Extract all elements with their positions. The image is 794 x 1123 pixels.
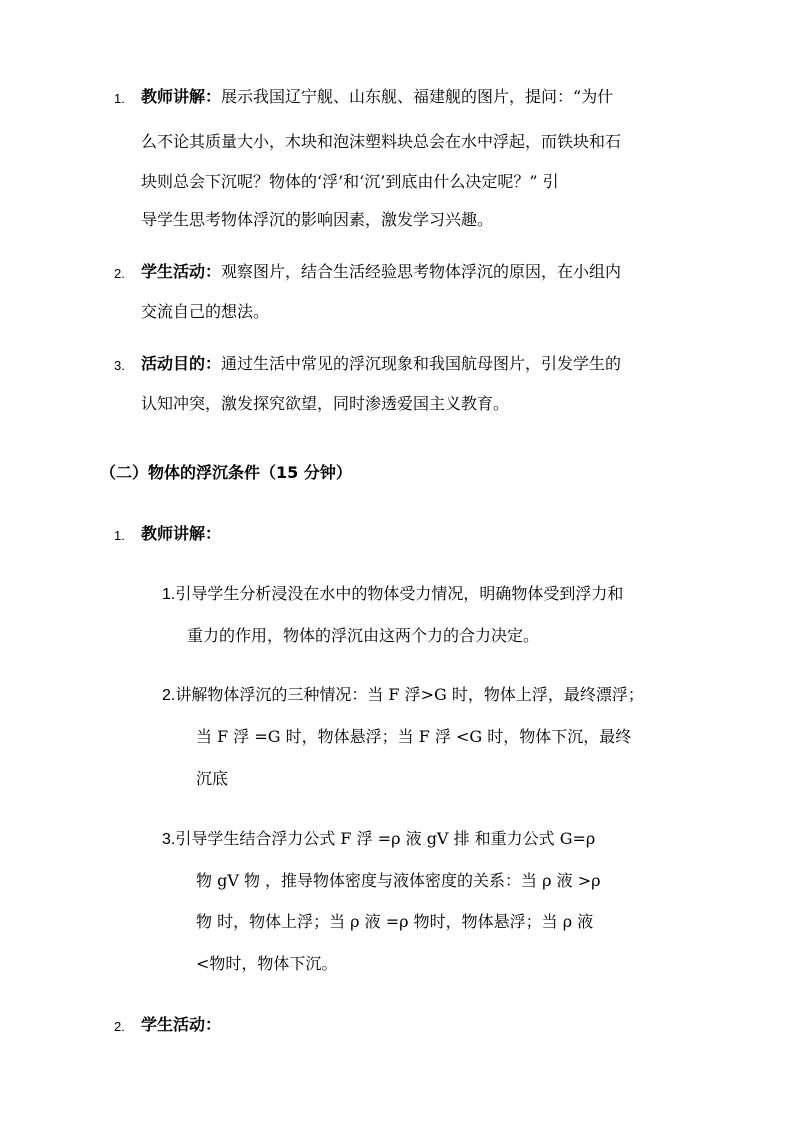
item-title: 学生活动：: [141, 1015, 222, 1034]
item-title: 学生活动：: [141, 262, 222, 281]
paragraph-line: 块则总会下沉呢？物体的‘浮’和‘沉’到底由什么决定呢？” 引: [141, 172, 559, 191]
sub-list-number: 1.: [162, 586, 176, 603]
list-number: 2.: [114, 1019, 125, 1034]
sub-list-number: 3.: [162, 831, 176, 848]
paragraph-line: [141, 89, 613, 105]
sub-list-line: 物 时，物体上浮；当 ρ 液 =ρ 物时，物体悬浮；当 ρ 液: [196, 912, 594, 931]
sub-list-line: <物时，物体下沉。: [196, 954, 338, 973]
paragraph-line: [141, 356, 621, 372]
list-number: 2.: [114, 266, 125, 281]
list-number: 3.: [114, 358, 125, 373]
item-title: 教师讲解：: [141, 524, 222, 543]
paragraph-line: 认知冲突，激发探究欲望，同时渗透爱国主义教育。: [141, 394, 510, 413]
sub-list-text: 引导学生结合浮力公式 F 浮 =ρ 液 gV 排 和重力公式 G=ρ: [175, 829, 596, 848]
paragraph-line: [141, 264, 621, 280]
item-text: 通过生活中常见的浮沉现象和我国航母图片，引发学生的: [221, 354, 622, 373]
sub-list-line: 重力的作用，物体的浮沉由这两个力的合力决定。: [187, 626, 540, 645]
sub-list-text: 引导学生分析浸没在水中的物体受力情况，明确物体受到浮力和: [175, 584, 624, 603]
section-heading: （二）物体的浮沉条件（15 分钟）: [100, 463, 352, 482]
item-text: 观察图片，结合生活经验思考物体浮沉的原因，在小组内: [221, 262, 622, 281]
list-number: 1.: [114, 528, 125, 543]
paragraph-line: 导学生思考物体浮沉的影响因素，激发学习兴趣。: [141, 210, 494, 229]
sub-list-number: 2.: [162, 687, 176, 704]
sub-list-text: 讲解物体浮沉的三种情况：当 F 浮>G 时，物体上浮，最终漂浮；: [175, 685, 644, 704]
item-title: 教师讲解：: [141, 87, 222, 106]
paragraph-line: 么不论其质量大小，木块和泡沫塑料块总会在水中浮起，而铁块和石: [141, 132, 622, 151]
sub-list-line: [162, 687, 644, 704]
list-number: 1.: [114, 91, 125, 106]
paragraph-line: 交流自己的想法。: [141, 302, 270, 321]
sub-list-line: 沉底: [196, 769, 229, 788]
item-title: 活动目的：: [141, 354, 222, 373]
sub-list-line: [162, 831, 595, 848]
sub-list-line: 当 F 浮 =G 时，物体悬浮；当 F 浮 <G 时，物体下沉，最终: [196, 727, 632, 746]
sub-list-line: 物 gV 物 ，推导物体密度与液体密度的关系：当 ρ 液 >ρ: [196, 871, 601, 890]
item-text: 展示我国辽宁舰、山东舰、福建舰的图片，提问：“为什: [221, 87, 614, 106]
sub-list-line: [162, 586, 623, 603]
